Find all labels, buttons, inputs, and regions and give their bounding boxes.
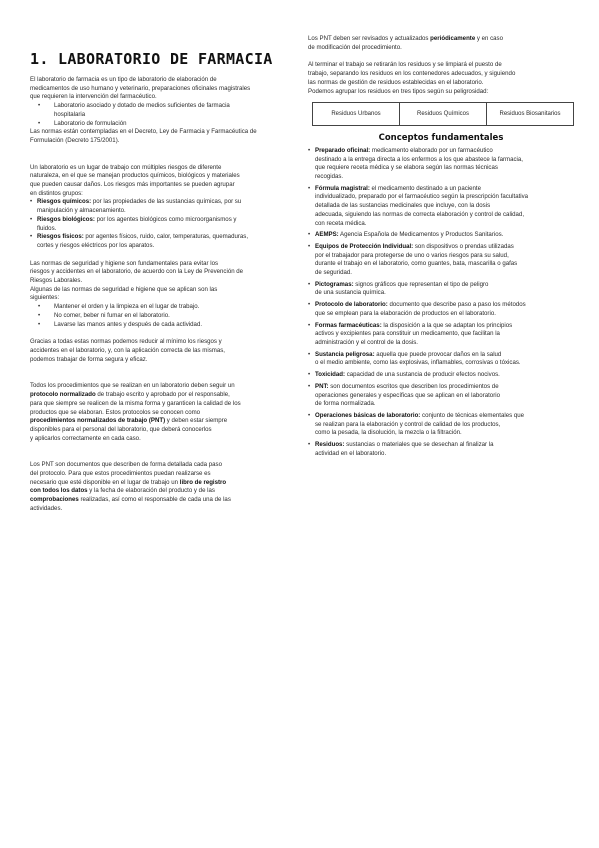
pnt-paragraph: Los PNT son documentos que describen de forma detallada cada paso del protocolo. Para que estos procedimientos puedan realizarse es necesario que esté disponible en el lugar de trabajo un libro de registro con todos los datos y la fecha de elaboración del producto y de las comprobaciones realizadas, así como el responsable de cada una de las actividades. [30,461,231,512]
concept-item: • Formas farmacéuticas: la disposición a la que se adaptan los principios activos y excipientes para constituir un medicamento, que facilitan la administración y el control de la dosis. [308,322,574,348]
safety-item: • Mantener el orden y la limpieza en el lugar de trabajo. [30,303,298,312]
review-paragraph: Los PNT deben ser revisados y actualizados periódicamente y en caso de modificación del procedimiento. [308,35,503,51]
concept-item: • Fórmula magistral: el medicamento destinado a un paciente individualizado, preparado por el farmacéutico según la prescripción facultativa detallada de las sustancias medicinales que incluye, con la dosis adecuada, siguiendo las normas de correcta elaboración y control de calidad, con receta médica. [308,185,574,229]
waste-cell: Residuos Biosanitarios [487,103,574,126]
waste-cell: Residuos Urbanos [313,103,400,126]
general-paragraph: Gracias a todas estas normas podemos reducir al mínimo los riesgos y accidentes en el laboratorio, y, con la aplicación correcta de las mismas, podemos trabajar de forma segura y eficaz. [30,338,225,363]
concept-item: • PNT: son documentos escritos que describen los procedimientos de operaciones generales y específicas que se aplican en el laboratorio de forma normalizada. [308,383,574,409]
risk-item: • Riesgos físicos: por agentes físicos, ruido, calor, temperaturas, quemaduras, cortes y riesgos eléctricos por los aparatos. [30,233,298,250]
concept-item: • Preparado oficinal: medicamento elaborado por un farmacéutico destinado a la entrega directa a los enfermos a los que abastece la farmacia, que requiere receta médica y se elabora según las normas técnicas recogidas. [308,147,574,182]
concepts-list [308,147,574,459]
concept-item: • Residuos: sustancias o materiales que se desechan al finalizar la actividad en el laboratorio. [308,441,574,458]
concepts-heading: Conceptos fundamentales [378,133,504,144]
intro-bullet: • Laboratorio de formulación [30,120,298,129]
regulation-paragraph: Las normas están contempladas en el Decreto, Ley de Farmacia y Farmacéutica de Formulación (Decreto 175/2001). [30,128,257,144]
safety-paragraph: Las normas de seguridad y higiene son fundamentales para evitar los riesgos y accidentes en el laboratorio, de acuerdo con la Ley de Prevención de Riesgos Laborales. Algunas de las normas de seguridad e higiene que se aplican son las siguientes: [30,259,244,302]
concept-item: • AEMPS: Agencia Española de Medicamentos y Productos Sanitarios. [308,231,574,240]
safety-item: • Lavarse las manos antes y después de cada actividad. [30,321,298,330]
concept-item: • Protocolo de laboratorio: documento que describe paso a paso los métodos que se emplean para la elaboración de productos en el laboratorio. [308,301,574,318]
waste-cell: Residuos Químicos [400,103,487,126]
procedures-paragraph: Todos los procedimientos que se realizan en un laboratorio deben seguir un protocolo normalizado de trabajo escrito y aprobado por el responsable, para que siempre se realicen de la misma forma y garanticen la calidad de los productos que se elaboran. Estos protocolos se conocen como procedimientos normalizados de trabajo (PNT) y deben estar siempre disponibles para el personal del laboratorio, que deberá conocerlos y aplicarlos correctamente en cada caso. [30,382,241,442]
risk-item: • Riesgos químicos: por las propiedades de las sustancias químicas, por su manipulación y almacenamiento. [30,198,298,215]
right-column [308,35,574,461]
waste-paragraph: Al terminar el trabajo se retirarán los residuos y se limpiará el puesto de trabajo, separando los residuos en los contenedores adecuados, y siguiendo las normas de gestión de residuos establecidas en el laboratorio. Podemos agrupar los residuos en tres tipos según su peligrosidad: [308,61,516,95]
safety-item: • No comer, beber ni fumar en el laboratorio. [30,312,298,321]
intro-bullet: • Laboratorio asociado y dotado de medios suficientes de farmacia hospitalaria [30,102,298,119]
page-title: 1. LABORATORIO DE FARMACIA [30,50,273,68]
left-column [30,76,298,514]
waste-table [312,102,574,126]
concept-item: • Toxicidad: capacidad de una sustancia de producir efectos nocivos. [308,371,574,380]
intro-paragraph: El laboratorio de farmacia es un tipo de laboratorio de elaboración de medicamentos de uso humano y veterinario, preparaciones oficinales magistrales que requieren la intervención del farmacéutico. [30,76,251,101]
concept-item: • Pictogramas: signos gráficos que representan el tipo de peligro de una sustancia química. [308,281,574,298]
risk-item: • Riesgos biológicos: por los agentes biológicos como microorganismos y fluidos. [30,216,298,233]
concept-item: • Operaciones básicas de laboratorio: conjunto de técnicas elementales que se realizan para la elaboración y control de calidad de los productos, como la pesada, la disolución, la mezcla o la filtración. [308,412,574,438]
concept-item: • Equipos de Protección Individual: son dispositivos o prendas utilizadas por el trabajador para protegerse de uno o varios riesgos para su salud, durante el trabajo en el laboratorio, como guantes, bata, mascarilla o gafas de seguridad. [308,243,574,278]
concept-item: • Sustancia peligrosa: aquella que puede provocar daños en la salud o el medio ambiente, como las explosivas, inflamables, corrosivas o tóxicas. [308,351,574,368]
risks-paragraph: Un laboratorio es un lugar de trabajo con múltiples riesgos de diferente naturaleza, en el que se manejan productos químicos, biológicos y materiales que pueden causar daños. Los riesgos más importantes se pueden agrupar en distintos grupos: [30,163,240,197]
